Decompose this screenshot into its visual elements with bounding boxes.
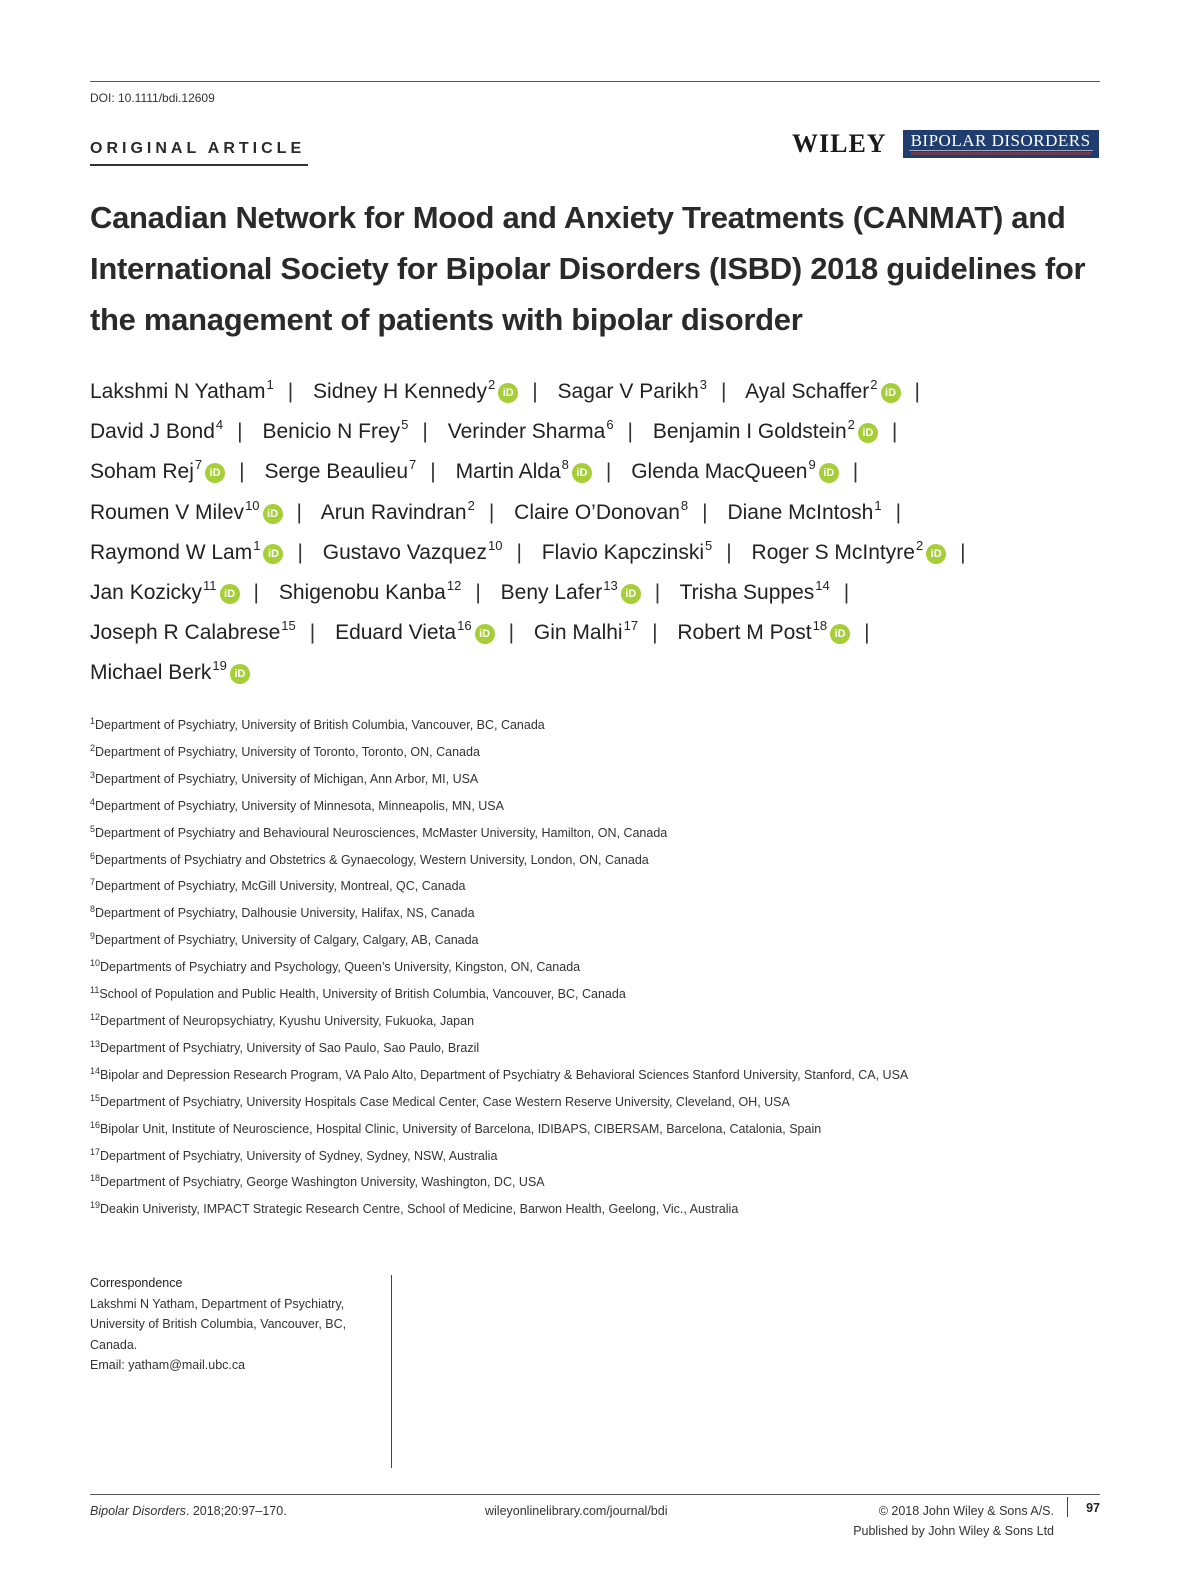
- affiliation: [90, 739, 1100, 766]
- orcid-icon[interactable]: iD: [498, 383, 518, 403]
- author-affiliation-number: 9: [808, 457, 816, 473]
- affiliation-text: Department of Neuropsychiatry, Kyushu University, Fukuoka, Japan: [100, 1013, 475, 1028]
- author-name: Sagar V Parikh: [557, 380, 699, 403]
- author-name: Roumen V Milev: [90, 500, 245, 524]
- author-affiliation-number: 19: [212, 658, 227, 674]
- author-separator: |: [891, 420, 898, 444]
- wiley-logo[interactable]: WILEY: [792, 129, 887, 158]
- affiliation-number: 10: [90, 958, 101, 969]
- author-name: Benicio N Frey: [262, 420, 401, 444]
- affiliation-text: Department of Psychiatry, Dalhousie University, Halifax, NS, Canada: [95, 906, 475, 921]
- affiliation-number: 17: [90, 1146, 101, 1157]
- author-separator: |: [605, 460, 612, 484]
- author-affiliation-number: 16: [457, 618, 472, 634]
- author[interactable]: [90, 457, 225, 484]
- affiliation-text: School of Population and Public Health, University of British Columbia, Vancouver, BC, Canada: [99, 987, 626, 1002]
- header-rule: [90, 81, 1100, 82]
- affiliation-number: 1: [90, 716, 96, 726]
- author-name: Gustavo Vazquez: [322, 540, 487, 564]
- affiliation-text: Department of Psychiatry, University Hospitals Case Medical Center, Case Western Reserve University, Cleveland, OH, USA: [100, 1094, 790, 1109]
- author[interactable]: [533, 618, 639, 645]
- author-affiliation-number: 8: [680, 497, 689, 513]
- affiliation: [90, 1008, 1100, 1035]
- article-title: Canadian Network for Mood and Anxiety Treatments (CANMAT) and International Society for Bipolar Disorders (ISBD) 2018 guidelines for the management of patients with bipolar disorder: [90, 200, 1086, 337]
- orcid-icon[interactable]: iD: [926, 544, 946, 564]
- article-type-underline: [90, 164, 308, 166]
- author-name: Raymond W Lam: [90, 540, 253, 564]
- affiliation-text: Department of Psychiatry, University of British Columbia, Vancouver, BC, Canada: [95, 718, 545, 732]
- affiliation-number: 5: [90, 823, 96, 834]
- affiliation: [90, 1089, 1100, 1116]
- author-separator: |: [475, 581, 481, 605]
- author-affiliation-number: 4: [215, 417, 224, 433]
- orcid-icon[interactable]: iD: [881, 383, 901, 403]
- affiliation-text: Department of Psychiatry, University of Michigan, Ann Arbor, MI, USA: [95, 771, 479, 786]
- author-separator: |: [488, 500, 495, 524]
- affiliation-number: 7: [90, 877, 96, 888]
- affiliation: [90, 927, 1100, 954]
- author-name: Shigenobu Kanba: [278, 581, 446, 605]
- orcid-icon[interactable]: iD: [475, 624, 495, 644]
- author-name: Robert M Post: [677, 621, 812, 645]
- correspondence-email[interactable]: Email: yatham@mail.ubc.ca: [90, 1358, 246, 1372]
- author[interactable]: [90, 658, 250, 685]
- author-separator: |: [430, 460, 436, 484]
- author[interactable]: [322, 537, 503, 564]
- author-name: Glenda MacQueen: [631, 460, 808, 484]
- affiliation-text: Departments of Psychiatry and Psychology, Queen’s University, Kingston, ON, Canada: [100, 960, 581, 975]
- author-name: Lakshmi N Yatham: [90, 380, 266, 403]
- orcid-icon[interactable]: iD: [572, 463, 592, 483]
- journal-logo-subtitle-band: [911, 152, 1091, 155]
- affiliation-text: Department of Psychiatry, University of Sao Paulo, Sao Paulo, Brazil: [100, 1040, 480, 1055]
- author[interactable]: [514, 497, 689, 524]
- affiliation-number: 12: [90, 1011, 101, 1022]
- author-name: Beny Lafer: [500, 581, 603, 605]
- author-separator: |: [287, 380, 294, 403]
- orcid-icon[interactable]: iD: [819, 463, 839, 483]
- affiliation-number: 2: [90, 742, 96, 753]
- journal-logo-text: BIPOLAR DISORDERS: [910, 131, 1091, 150]
- author-separator: |: [508, 621, 515, 645]
- author[interactable]: [500, 578, 641, 605]
- footer-copyright-block: [826, 1501, 1054, 1541]
- author-separator: |: [532, 380, 538, 403]
- affiliation: [90, 793, 1100, 820]
- affiliation-text: Bipolar Unit, Institute of Neuroscience, Hospital Clinic, University of Barcelona, IDIBAPS, CIBERSAM, Barcelona, Catalonia, Spain: [100, 1121, 822, 1136]
- author[interactable]: [677, 618, 850, 645]
- author-affiliation-number: 11: [203, 578, 217, 594]
- affiliation: [90, 1062, 1100, 1089]
- author-affiliation-number: 1: [874, 497, 882, 513]
- author[interactable]: [90, 417, 224, 444]
- doi[interactable]: DOI: 10.1111/bdi.12609: [90, 91, 215, 105]
- author-affiliation-number: 17: [623, 618, 639, 634]
- affiliation-number: 8: [90, 904, 96, 915]
- affiliation-number: 15: [90, 1092, 101, 1103]
- footer-copyright: © 2018 John Wiley & Sons A/S.: [878, 1504, 1054, 1518]
- affiliation: [90, 847, 1100, 874]
- author-affiliation-number: 18: [812, 618, 828, 634]
- author-affiliation-number: 8: [561, 457, 569, 473]
- author-name: Joseph R Calabrese: [90, 621, 281, 645]
- author-separator: |: [627, 420, 634, 444]
- affiliation-text: Deakin Univeristy, IMPACT Strategic Research Centre, School of Medicine, Barwon Health, Geelong, Vic., Australia: [100, 1202, 739, 1217]
- author-affiliation-number: 3: [699, 377, 707, 392]
- affiliation-number: 13: [90, 1038, 101, 1049]
- orcid-icon[interactable]: iD: [263, 504, 283, 524]
- author[interactable]: [320, 497, 475, 524]
- author-affiliation-number: 6: [606, 417, 614, 433]
- correspondence-line: Lakshmi N Yatham, Department of Psychiatry,: [90, 1296, 345, 1311]
- author[interactable]: [679, 578, 830, 605]
- author-affiliation-number: 1: [253, 537, 261, 553]
- author-affiliation-number: 7: [409, 457, 417, 473]
- author-separator: |: [864, 621, 870, 645]
- orcid-icon[interactable]: iD: [230, 664, 250, 684]
- author-separator: |: [297, 540, 303, 564]
- author-affiliation-number: 5: [401, 417, 409, 433]
- author[interactable]: [727, 497, 882, 524]
- affiliation-number: 14: [90, 1065, 101, 1076]
- orcid-icon[interactable]: iD: [621, 584, 641, 604]
- author-separator: |: [960, 540, 966, 564]
- affiliation-list: [90, 712, 1100, 1223]
- affiliation-text: Department of Psychiatry and Behavioural Neurosciences, McMaster University, Hamilton, ON, Canada: [95, 825, 668, 840]
- author-separator: |: [914, 380, 920, 403]
- orcid-icon[interactable]: iD: [205, 463, 225, 483]
- author[interactable]: [90, 497, 283, 524]
- publisher-branding: [792, 130, 1099, 158]
- author-name: Benjamin I Goldstein: [652, 420, 847, 444]
- author-name: Arun Ravindran: [320, 500, 467, 524]
- author-separator: |: [309, 621, 316, 645]
- author-name: Eduard Vieta: [335, 621, 457, 645]
- affiliation-number: 3: [90, 769, 96, 780]
- author-name: Flavio Kapczinski: [541, 540, 704, 564]
- orcid-icon[interactable]: iD: [858, 423, 878, 443]
- article-type: ORIGINAL ARTICLE: [90, 140, 306, 157]
- author-list: [90, 372, 1100, 694]
- affiliation: [90, 1196, 1100, 1223]
- author-separator: |: [296, 500, 302, 524]
- author-separator: |: [895, 500, 902, 524]
- correspondence-block: [90, 1273, 380, 1376]
- affiliation: [90, 873, 1100, 900]
- affiliation-text: Department of Psychiatry, University of Toronto, Toronto, ON, Canada: [95, 744, 480, 759]
- affiliation-text: Department of Psychiatry, McGill University, Montreal, QC, Canada: [95, 879, 466, 894]
- orcid-icon[interactable]: iD: [220, 584, 240, 604]
- author-name: Claire O’Donovan: [514, 500, 680, 524]
- author[interactable]: [90, 578, 240, 605]
- affiliation: [90, 1035, 1100, 1062]
- author-separator: |: [654, 581, 661, 605]
- author-name: Michael Berk: [90, 661, 212, 685]
- author-name: Soham Rej: [90, 460, 194, 484]
- affiliation-text: Department of Psychiatry, University of Calgary, Calgary, AB, Canada: [95, 933, 479, 948]
- affiliation: [90, 766, 1100, 793]
- journal-logo[interactable]: [903, 130, 1099, 158]
- author-separator: |: [843, 581, 850, 605]
- author-name: Roger S McIntyre: [751, 540, 915, 564]
- affiliation-number: 19: [90, 1200, 101, 1211]
- author[interactable]: [751, 537, 947, 564]
- page-number: 97: [1086, 1501, 1100, 1515]
- affiliation: [90, 954, 1100, 981]
- author-name: Gin Malhi: [533, 621, 623, 645]
- footer-url[interactable]: wileyonlinelibrary.com/journal/bdi: [485, 1504, 668, 1518]
- author-name: Jan Kozicky: [90, 581, 203, 605]
- correspondence-line: Canada.: [90, 1337, 138, 1352]
- author[interactable]: [447, 417, 614, 444]
- affiliation-text: Departments of Psychiatry and Obstetrics & Gynaecology, Western University, London, ON, Canada: [95, 852, 649, 867]
- author-separator: |: [652, 621, 658, 645]
- author[interactable]: [264, 457, 417, 484]
- footer-journal-name: Bipolar Disorders: [90, 1504, 186, 1518]
- author-name: Sidney H Kennedy: [313, 380, 487, 403]
- author-separator: |: [852, 460, 859, 484]
- correspondence-divider: [391, 1275, 392, 1468]
- affiliation: [90, 1169, 1100, 1196]
- author-separator: |: [422, 420, 428, 444]
- footer-citation-details: . 2018;20:97–170.: [185, 1504, 287, 1518]
- author[interactable]: [313, 377, 518, 403]
- author-name: Serge Beaulieu: [264, 460, 409, 484]
- author[interactable]: [90, 377, 274, 403]
- author-name: Diane McIntosh: [727, 500, 874, 524]
- author[interactable]: [652, 417, 878, 444]
- author-separator: |: [721, 380, 727, 403]
- orcid-icon[interactable]: iD: [263, 544, 283, 564]
- affiliation: [90, 900, 1100, 927]
- author-affiliation-number: 7: [194, 457, 203, 473]
- affiliation: [90, 981, 1100, 1008]
- author[interactable]: [90, 618, 296, 645]
- footer-citation: [90, 1501, 287, 1521]
- author-separator: |: [253, 581, 260, 605]
- author-separator: |: [237, 420, 243, 444]
- author-name: Trisha Suppes: [679, 581, 815, 605]
- author-affiliation-number: 14: [815, 578, 830, 594]
- orcid-icon[interactable]: iD: [830, 624, 850, 644]
- affiliation-text: Department of Psychiatry, University of Sydney, Sydney, NSW, Australia: [100, 1148, 498, 1163]
- affiliation: [90, 820, 1100, 847]
- author-affiliation-number: 13: [603, 578, 618, 594]
- author-affiliation-number: 2: [847, 417, 855, 433]
- author-affiliation-number: 15: [281, 618, 296, 634]
- author-separator: |: [239, 460, 245, 484]
- affiliation-text: Department of Psychiatry, George Washington University, Washington, DC, USA: [100, 1175, 545, 1190]
- author-affiliation-number: 2: [487, 377, 496, 392]
- author-affiliation-number: 2: [915, 537, 924, 553]
- author-affiliation-number: 2: [467, 497, 475, 513]
- author[interactable]: [455, 457, 592, 484]
- page-number-divider: [1067, 1497, 1068, 1517]
- author[interactable]: [557, 377, 707, 403]
- author-separator: |: [702, 500, 708, 524]
- author[interactable]: [90, 537, 283, 564]
- affiliation: [90, 1116, 1100, 1143]
- author-separator: |: [516, 540, 522, 564]
- author[interactable]: [335, 618, 495, 645]
- author-affiliation-number: 10: [245, 497, 260, 513]
- author[interactable]: [278, 578, 462, 605]
- footer-rule: [90, 1494, 1100, 1495]
- author[interactable]: [745, 377, 900, 403]
- affiliation-number: 11: [90, 985, 100, 996]
- correspondence-heading: Correspondence: [90, 1276, 183, 1290]
- affiliation: [90, 712, 1100, 739]
- author-name: David J Bond: [90, 420, 215, 444]
- affiliation-number: 4: [90, 796, 96, 807]
- footer-published-by: Published by John Wiley & Sons Ltd: [853, 1524, 1054, 1538]
- author-affiliation-number: 2: [870, 377, 878, 392]
- author-affiliation-number: 12: [446, 578, 462, 594]
- author-name: Verinder Sharma: [447, 420, 606, 444]
- affiliation-number: 16: [90, 1119, 101, 1130]
- author-separator: |: [726, 540, 732, 564]
- author-name: Ayal Schaffer: [745, 380, 870, 403]
- author[interactable]: [631, 457, 839, 484]
- author-affiliation-number: 5: [705, 537, 713, 553]
- affiliation-number: 9: [90, 931, 96, 942]
- author-affiliation-number: 1: [266, 377, 274, 392]
- author[interactable]: [541, 537, 713, 564]
- affiliation-text: Bipolar and Depression Research Program, VA Palo Alto, Department of Psychiatry & Behavioral Sciences Stanford University, Stanford, CA, USA: [100, 1067, 909, 1082]
- affiliation: [90, 1143, 1100, 1170]
- affiliation-number: 6: [90, 850, 96, 861]
- correspondence-line: University of British Columbia, Vancouver, BC,: [90, 1317, 347, 1331]
- affiliation-number: 18: [90, 1173, 101, 1184]
- affiliation-text: Department of Psychiatry, University of Minnesota, Minneapolis, MN, USA: [95, 798, 504, 813]
- journal-logo-rule: [909, 150, 1093, 151]
- author[interactable]: [262, 417, 409, 444]
- author-name: Martin Alda: [455, 460, 561, 484]
- author-affiliation-number: 10: [487, 537, 503, 553]
